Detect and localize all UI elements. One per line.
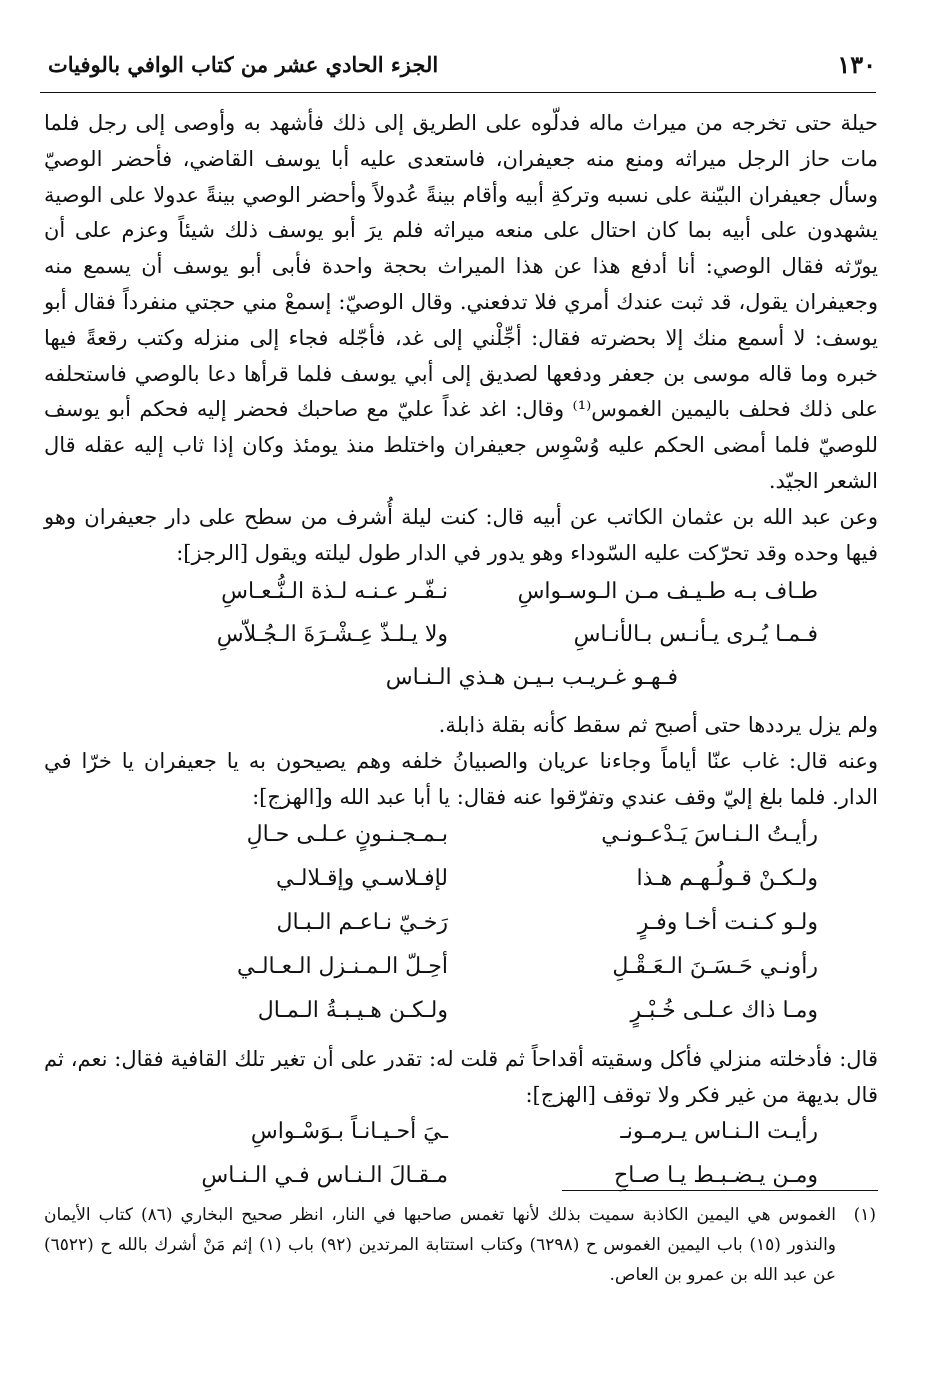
- verse-first-hemistich: ومـن يـضـبـط يـا صـاحِ: [614, 1163, 818, 1189]
- verse-first-hemistich: رأيـتُ الـنـاسَ يَـدْعـونـي: [601, 821, 818, 847]
- verse-first-hemistich: رأونـي حَـسَـنَ الـعَـقْـلِ: [612, 953, 818, 979]
- verse-second-hemistich: ولـكـن هـيـبـةُ الـمـال: [257, 997, 448, 1023]
- paragraph: ولم يزل يرددها حتى أصبح ثم سقط كأنه بقلة ذابلة.: [438, 713, 878, 738]
- verse-line: [44, 1159, 878, 1203]
- verse-line: [44, 618, 878, 661]
- header-rule: [40, 92, 876, 93]
- footnote: [44, 1200, 876, 1290]
- page-header: [40, 48, 876, 88]
- paragraph: وعن عبد الله بن عثمان الكاتب عن أبيه قال: كنت ليلة أُشرف من سطح على دار جعيفران وهو فيها وحده وقد تحرّكت عليه السّوداء وهو يدور في الدار طول ليلته ويقول [الرجز]:: [44, 504, 878, 565]
- verse-line: [44, 862, 878, 906]
- verse-line: [44, 575, 878, 618]
- verse-second-hemistich: رَخـيّ نـاعـم الـبـال: [276, 909, 448, 935]
- verse-first-hemistich: طـاف بـه طـيـف مـن الـوسـواسِ: [517, 579, 818, 605]
- page-body: [44, 106, 878, 1203]
- verse-first-hemistich: ولـكـنْ قـولُـهـم هـذا: [636, 865, 818, 891]
- verse-first-hemistich: ولـو كـنـت أخـا وفـرٍ: [637, 909, 818, 935]
- footnote-rule: [562, 1190, 878, 1191]
- page-number: ١٣٠: [837, 50, 876, 79]
- paragraph: وعنه قال: غاب عنّا أياماً وجاءنا عريان والصبيانُ خلفه وهم يصيحون به يا جعيفران يا خرّا في الدار. فلما بلغ إليّ وقف عندي وتفرّقوا عنه فقال: يا أبا عبد الله و[الهزج]:: [44, 749, 878, 809]
- verse-first-hemistich: ومـا ذاك عـلـى خُـبْـرٍ: [630, 997, 818, 1023]
- verse-second-hemistich: ـيَ أحـيـانـاً بـوَسْـواسِ: [250, 1119, 448, 1145]
- verse-single-hemistich: فـهـو غـريـب بـيـن هـذي الـنـاس: [385, 665, 678, 691]
- running-title: الجزء الحادي عشر من كتاب الوافي بالوفيات: [48, 52, 439, 77]
- verse-second-hemistich: أحِـلّ الـمـنـزل الـعـالـي: [237, 953, 448, 979]
- verse-line: [44, 950, 878, 994]
- poem-hazaj-1: [44, 818, 878, 1038]
- verse-second-hemistich: ولا يـلـذّ عِـشْـرَةَ الـجُـلاّسِ: [216, 622, 448, 648]
- verse-line: [44, 994, 878, 1038]
- footnote-text: الغموس هي اليمين الكاذبة سميت بذلك لأنها تغمس صاحبها في النار، انظر صحيح البخاري (٨٦) كتاب الأيمان والنذور (١٥) باب اليمين الغموس ح (٦٢٩٨) وكتاب استتابة المرتدين (٩٢) باب (١) إثم مَنْ أشرك بالله ح (٦٥٢٢) عن عبد الله بن عمرو بن العاص.: [44, 1205, 837, 1285]
- verse-second-hemistich: نـفّـر عـنـه لـذة الـنُّـعـاسِ: [221, 579, 448, 605]
- footnote-number: (١): [853, 1205, 876, 1225]
- verse-first-hemistich: رأيـت الـنـاس يـرمـونـ: [620, 1119, 818, 1145]
- verse-second-hemistich: بـمـجـنـونٍ عـلـى حـالِ: [246, 821, 448, 847]
- verse-line: [44, 661, 878, 704]
- verse-second-hemistich: مـقـالَ الـنـاس فـي الـنـاسِ: [201, 1163, 448, 1189]
- paragraph: قال: فأدخلته منزلي فأكل وسقيته أقداحاً ثم قلت له: تقدر على أن تغير تلك القافية فقال: نعم، ثم قال بديهة من غير فكر ولا توقف [الهزج]:: [44, 1046, 878, 1107]
- verse-line: [44, 1115, 878, 1159]
- verse-line: [44, 818, 878, 862]
- verse-second-hemistich: لإفـلاسـي وإقـلالـي: [275, 865, 448, 891]
- verse-line: [44, 906, 878, 950]
- verse-first-hemistich: فـمـا يُـرى يـأنـس بـالأنـاسِ: [573, 622, 818, 648]
- paragraph: حيلة حتى تخرجه من ميراث ماله فدلّوه على الطريق إلى ذلك فأشهد به وأوصى إلى رجل فلما مات حاز الرجل ميراثه ومنع منه جعيفران، فاستعدى عليه أبا يوسف القاضي، فأحضر الوصيّ وسأل جعيفران البيّنة على نسبه وتركةِ أبيه وأقام بينةً عُدولاً وأحضر الوصي بينةً عدولا على الوصية يشهدون على أبيه بما كان احتال على منعه ميراثه فلم يرَ أبو يوسف ذلك شيئاً وعزم على أن يورّثه فقال الوصي: أنا أدفع هذا عن هذا الميراث بحجة واحدة فأبى أبو يوسف أن يسمع منه وجعيفران يقول، قد ثبت عندك أمري فلا تدفعني. وقال الوصيّ: إسمعْ مني حجتي منفرداً فقال أبو يوسف: لا أسمع منك إلا بحضرته فقال: أجِّلْني إلى غد، فأجّله فجاء إلى منزله وكتب رقعةً فيها خبره وما قاله موسى بن جعفر ودفعها لصديق إلى أبي يوسف فلما قرأها دعا بالوصي فاستحلفه على ذلك فحلف باليمين الغموس⁽¹⁾ وقال: اغد غداً عليّ مع صاحبك فحضر إليه فحكم أبو يوسف للوصيّ فلما أمضى الحكم عليه وُسْوِس جعيفران واختلط منذ يومئذ وكان إذا ثاب إليه عقله قال الشعر الجيّد.: [44, 111, 878, 493]
- poem-rajaz: [44, 575, 878, 704]
